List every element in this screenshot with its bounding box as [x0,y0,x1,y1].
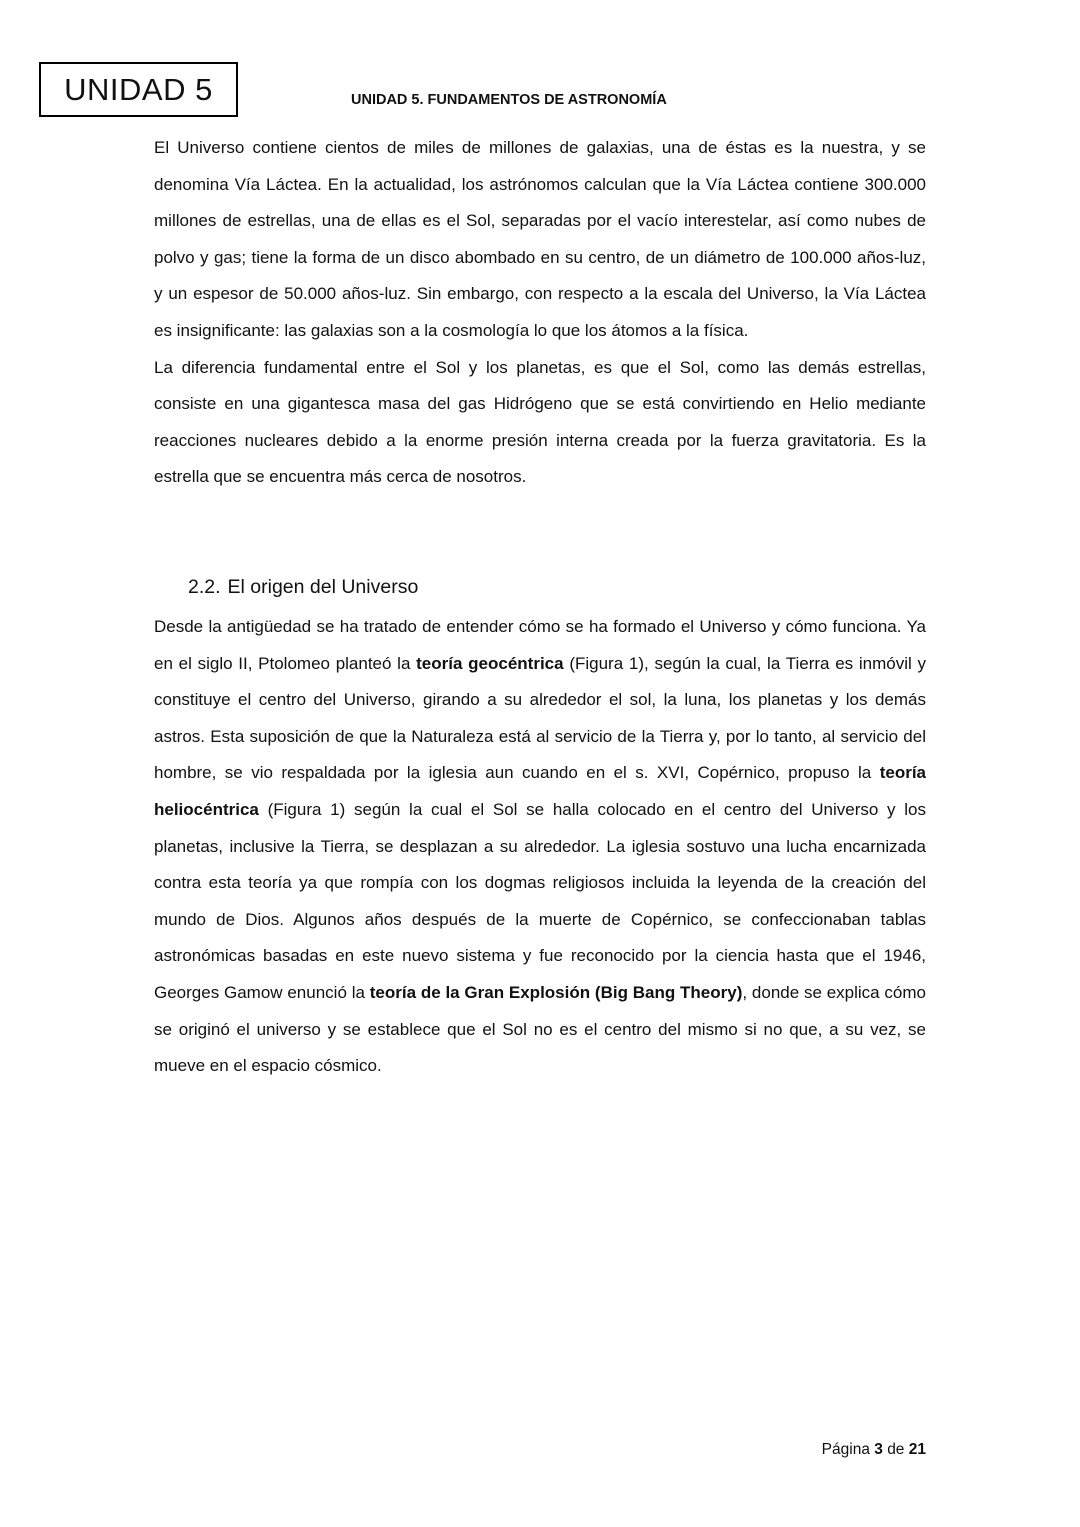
section-heading [188,576,425,599]
total-pages: 21 [908,1441,926,1458]
origin-text-3: (Figura 1) según la cual el Sol se halla colocado en el centro del Universo y los planetas, inclusive la Tierra, se desplazan a su alrededor. La iglesia sostuvo una lucha encarnizada contra esta teoría ya que rompía con los dogmas religiosos incluida la leyenda de la creación del mundo de Dios. Algunos años después de la muerte de Copérnico, se confeccionaban tablas astronómicas basadas en este nuevo sistema y fue reconocido por la ciencia hasta que el 1946, Georges Gamow enunció la [154,799,926,1002]
unit-badge: UNIDAD 5 [39,62,238,117]
origin-text-4: , donde se explica cómo se originó el universo y se establece que el Sol no es el centro del mismo si no que, a su vez, se mueve en el espacio cósmico. [154,982,926,1076]
paragraph-universe: El Universo contiene cientos de miles de millones de galaxias, una de éstas es la nuestra, y se denomina Vía Láctea. En la actualidad, los astrónomos calculan que la Vía Láctea contiene 300.000 millones de estrellas, una de ellas es el Sol, separadas por el vacío interestelar, así como nubes de polvo y gas; tiene la forma de un disco abombado en su centro, de un diámetro de 100.000 años-luz, y un espesor de 50.000 años-luz. Sin embargo, con respecto a la escala del Universo, la Vía Láctea es insignificante: las galaxias son a la cosmología lo que los átomos a la física. [154,138,926,340]
section-number: 2.2. [188,576,221,598]
big-bang-theory-term: teoría de la Gran Explosión (Big Bang Theory) [369,982,743,1002]
geocentric-theory-term: teoría geocéntrica [416,653,564,673]
heliocentric-theory-term: teoría heliocéntrica [154,763,926,819]
intro-text [154,130,926,496]
page-label: Página [821,1441,870,1458]
paragraph-sun: La diferencia fundamental entre el Sol y los planetas, es que el Sol, como las demás estrellas, consiste en una gigantesca masa del gas Hidrógeno que se está convirtiendo en Helio mediante reacciones nucleares debido a la enorme presión interna creada por la fuerza gravitatoria. Es la estrella que se encuentra más cerca de nosotros. [154,357,926,487]
origin-text [154,609,926,1085]
page-header-title: UNIDAD 5. FUNDAMENTOS DE ASTRONOMÍA [351,92,667,108]
page-footer [822,1441,926,1459]
page-of-label: de [887,1441,905,1458]
section-title: El origen del Universo [227,576,419,598]
origin-text-1: Desde la antigüedad se ha tratado de entender cómo se ha formado el Universo y cómo funciona. Ya en el siglo II, Ptolomeo planteó la [154,617,926,673]
page-number: 3 [874,1441,883,1458]
paragraph-origin [154,609,926,1085]
origin-text-2: (Figura 1), según la cual, la Tierra es inmóvil y constituye el centro del Universo, girando a su alrededor el sol, la luna, los planetas y los demás astros. Esta suposición de que la Naturaleza está al servicio de la Tierra y, por lo tanto, al servicio del hombre, se vio respaldada por la iglesia aun cuando en el s. XVI, Copérnico, propuso la [154,653,926,783]
